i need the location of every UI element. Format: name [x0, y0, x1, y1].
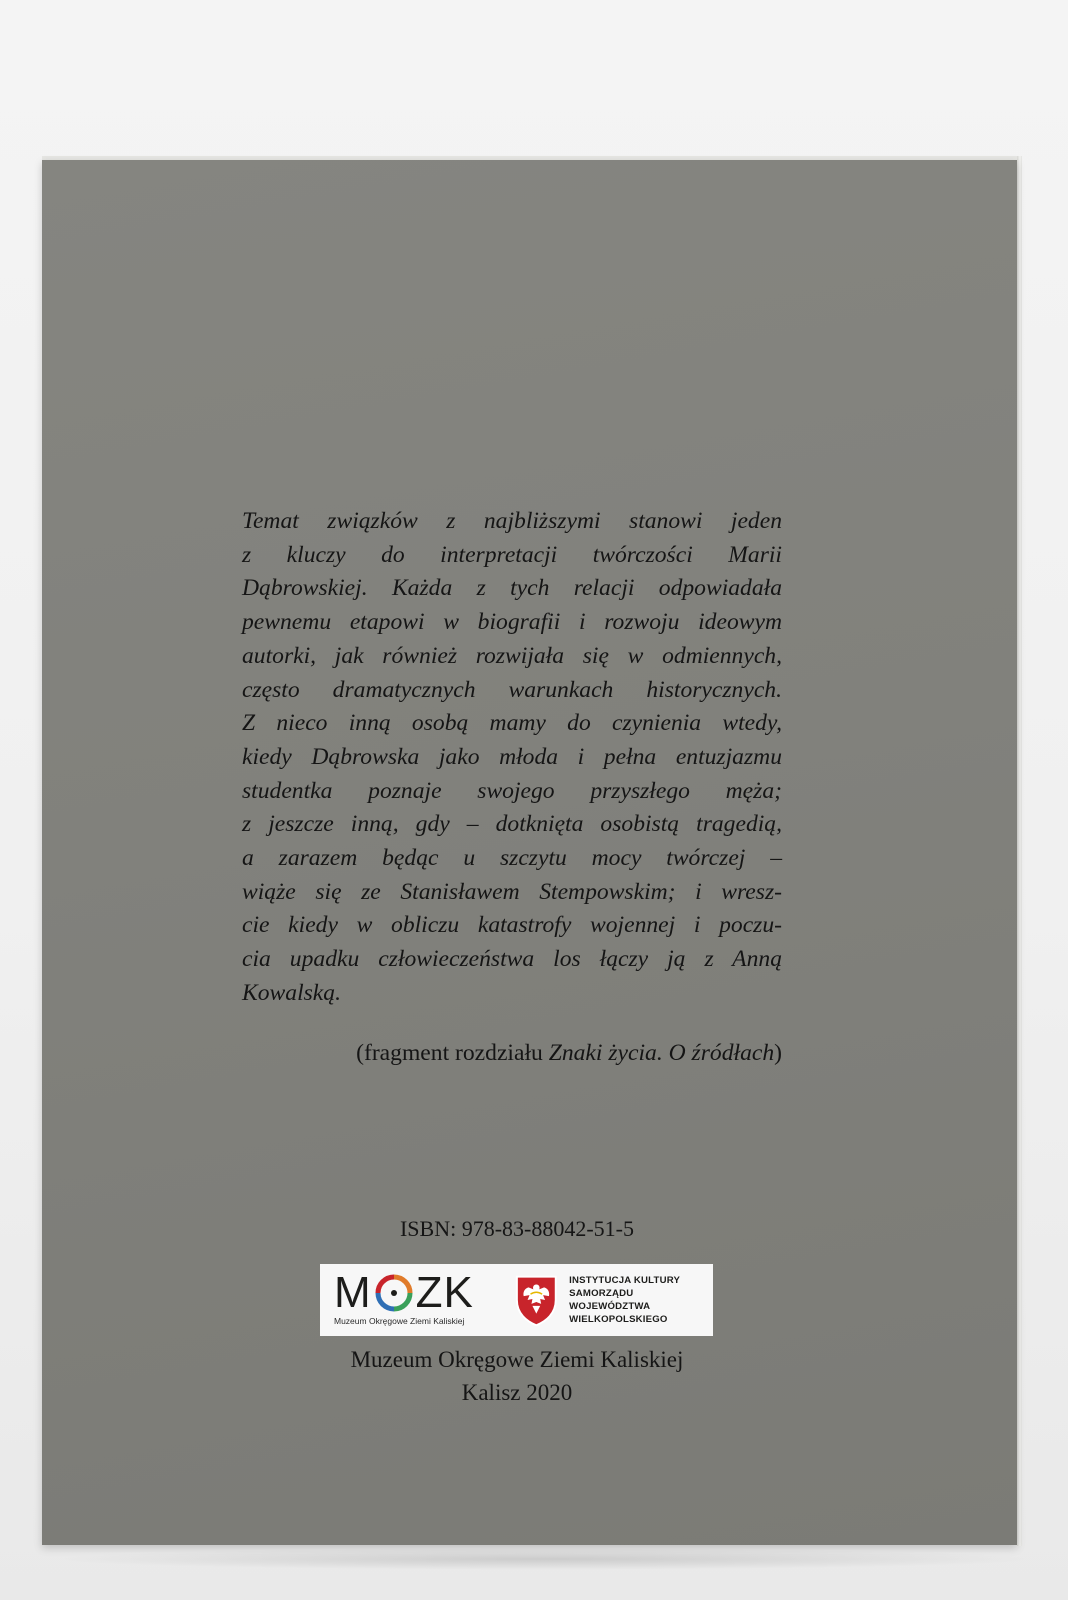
mozk-logo: [320, 1264, 505, 1336]
blurb-line: a zarazem będąc u szczytu mocy twórczej –: [242, 845, 782, 872]
book-shadow: [52, 1548, 1037, 1570]
institution-text: [569, 1274, 713, 1326]
logo-strip: [320, 1264, 713, 1336]
source-suffix: ): [774, 1040, 782, 1066]
source-title: Znaki życia. O źródłach: [548, 1040, 775, 1066]
source-citation: [242, 1040, 782, 1067]
wielkopolska-eagle-crest-icon: [513, 1272, 560, 1328]
blurb-line: Z nieco inną osobą mamy do czynienia wtedy,: [242, 710, 782, 737]
blurb-line: cia upadku człowieczeństwa los łączy ją z Anną: [242, 946, 782, 973]
institution-line: INSTYTUCJA KULTURY: [569, 1275, 681, 1286]
blurb-line: kiedy Dąbrowska jako młoda i pełna entuzjazmu: [242, 743, 782, 770]
source-prefix: (fragment rozdziału: [356, 1040, 549, 1066]
mozk-wordmark: [334, 1268, 474, 1318]
blurb-line: pewnemu etapowi w biografii i rozwoju ideowym: [242, 609, 782, 636]
book-page-edge: [1017, 156, 1022, 1546]
institution-line: WIELKOPOLSKIEGO: [569, 1314, 668, 1325]
blurb-line: z jeszcze inną, gdy – dotknięta osobistą tragedią,: [242, 811, 782, 838]
mozk-subtitle: Muzeum Okręgowe Ziemi Kaliskiej: [334, 1316, 465, 1326]
blurb-line: Dąbrowskiej. Każda z tych relacji odpowiadała: [242, 575, 782, 602]
mozk-letters-zk: ZK: [415, 1268, 474, 1317]
blurb-line: z kluczy do interpretacji twórczości Marii: [242, 541, 782, 568]
blurb-line: studentka poznaje swojego przyszłego męża;: [242, 777, 782, 804]
blurb-line: często dramatycznych warunkach historycznych.: [242, 676, 782, 703]
publisher-name: Muzeum Okręgowe Ziemi Kaliskiej: [350, 1347, 684, 1372]
institution-line: SAMORZĄDU WOJEWÓDZTWA: [569, 1288, 651, 1312]
blurb-line: wiąże się ze Stanisławem Stempowskim; i wresz-: [242, 878, 782, 905]
isbn-label: ISBN: 978-83-88042-51-5: [399, 1216, 635, 1241]
mozk-ring-icon: [374, 1273, 414, 1313]
blurb-line: Kowalską.: [242, 979, 341, 1006]
blurb-line: cie kiedy w obliczu katastrofy wojennej i poczu-: [242, 912, 782, 939]
publisher-place-year: Kalisz 2020: [461, 1380, 573, 1405]
blurb-line: autorki, jak również rozwijała się w odmiennych,: [242, 642, 782, 669]
blurb-text: [242, 505, 782, 1011]
blurb-line: Temat związków z najbliższymi stanowi jeden: [242, 508, 782, 534]
publisher-block: [242, 1343, 792, 1409]
mozk-letter-m: M: [334, 1268, 372, 1317]
